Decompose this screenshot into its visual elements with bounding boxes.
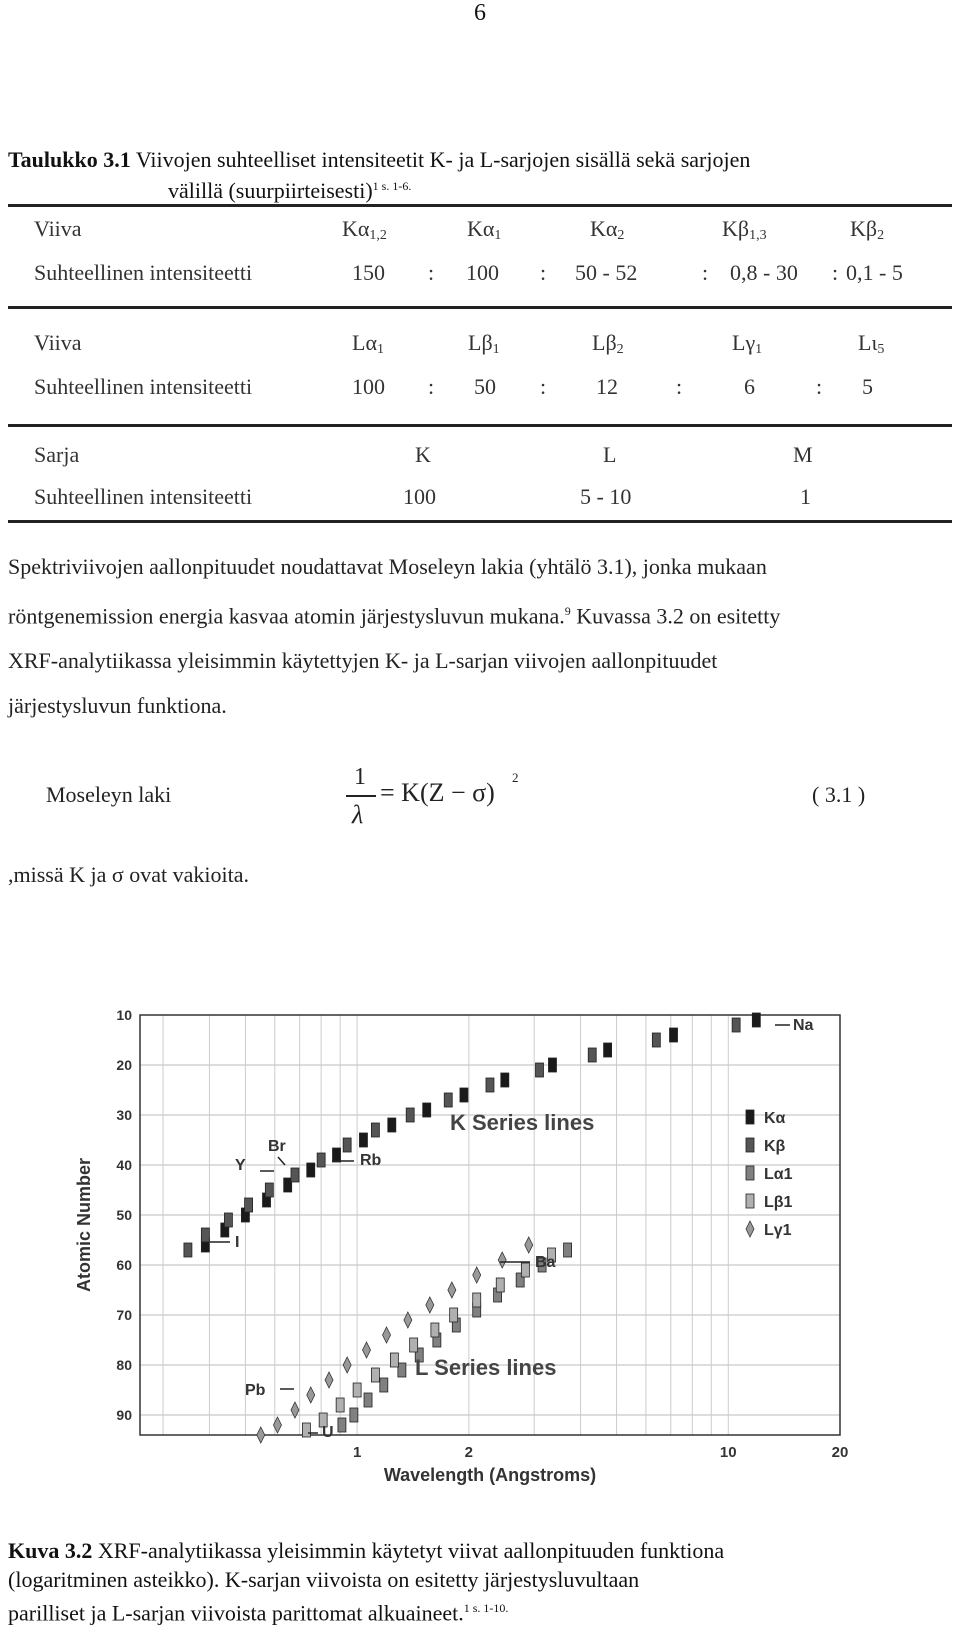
figure-caption-label: Kuva 3.2: [8, 1538, 93, 1563]
data-point: [201, 1228, 209, 1242]
data-point: [291, 1402, 299, 1418]
table-row-series: [0, 442, 960, 476]
data-point: [359, 1133, 367, 1147]
data-point: [371, 1368, 379, 1382]
data-point: [325, 1372, 333, 1388]
data-point: [398, 1363, 406, 1377]
fraction-bar: [346, 795, 376, 797]
data-point: [404, 1312, 412, 1328]
equation-denominator: λ: [352, 800, 364, 829]
separator: :: [428, 260, 435, 285]
table-caption-ref: 1 s. 1-6.: [372, 179, 412, 193]
y-tick-label: 70: [116, 1307, 132, 1323]
data-point: [423, 1103, 431, 1117]
legend-marker: [746, 1194, 754, 1208]
data-point: [291, 1168, 299, 1182]
row-label-intensity: Suhteellinen intensiteetti: [34, 260, 253, 285]
k-value: 50 - 52: [575, 260, 638, 285]
table-row-l-intensity: [0, 374, 960, 408]
body-paragraph: [8, 544, 952, 728]
k-value: 0,8 - 30: [730, 260, 798, 285]
data-point: [257, 1427, 265, 1443]
data-point: [350, 1408, 358, 1422]
data-point: [364, 1393, 372, 1407]
table-caption-text-2: välillä (suurpiirteisesti): [168, 178, 373, 204]
separator: :: [832, 260, 839, 285]
table-caption-label: Taulukko 3.1: [8, 147, 131, 172]
annotation-label: Ba: [535, 1254, 556, 1271]
data-point: [525, 1237, 533, 1253]
data-point: [184, 1243, 192, 1257]
series-value: 100: [403, 484, 436, 509]
legend-label: Lα1: [764, 1166, 793, 1183]
legend-label: Lβ1: [764, 1194, 793, 1211]
data-point: [548, 1058, 556, 1072]
data-point: [383, 1327, 391, 1343]
data-point: [410, 1338, 418, 1352]
table-row-l-lines: [0, 330, 960, 364]
table-row-series-intensity: [0, 484, 960, 518]
data-point: [444, 1093, 452, 1107]
table-row-k-lines: [0, 216, 960, 250]
data-point: [496, 1278, 504, 1292]
data-point: [460, 1088, 468, 1102]
data-point: [265, 1183, 273, 1197]
annotation-label: I: [235, 1234, 240, 1251]
legend-marker: [746, 1221, 754, 1237]
figure-caption-ref: 1 s. 1-10.: [463, 1601, 509, 1615]
k-value: 100: [466, 260, 499, 285]
table-top-rule: [8, 204, 952, 207]
annotation-label: Na: [793, 1017, 814, 1034]
data-point: [333, 1148, 341, 1162]
paragraph-line: järjestysluvun funktiona.: [8, 693, 227, 719]
data-point: [564, 1243, 572, 1257]
l-line-name: $L\beta_2$: [592, 330, 624, 357]
y-tick-label: 80: [116, 1357, 132, 1373]
citation-ref: 9: [564, 604, 571, 618]
figure-caption: [8, 1536, 952, 1627]
annotation-label: Br: [268, 1138, 286, 1155]
series-name: K: [415, 442, 431, 467]
data-point: [353, 1383, 361, 1397]
paragraph-line: Kuvassa 3.2 on esitetty: [570, 603, 781, 629]
data-point: [307, 1163, 315, 1177]
data-point: [363, 1342, 371, 1358]
table-bottom-rule: [8, 520, 952, 523]
l-value: 12: [596, 374, 618, 399]
row-label-sarja: Sarja: [34, 442, 80, 467]
table-caption: [8, 146, 952, 204]
l-line-name: $L\iota_5$: [858, 330, 885, 357]
k-series-label: K Series lines: [450, 1110, 595, 1135]
y-tick-label: 20: [116, 1057, 132, 1073]
series-value: 5 - 10: [580, 484, 632, 509]
k-line-name: $K\beta_{1,3}$: [722, 216, 767, 243]
separator: :: [428, 374, 435, 399]
separator: :: [676, 374, 683, 399]
moseley-chart: [60, 1005, 860, 1485]
legend-marker: [746, 1166, 754, 1180]
equation-exponent: 2: [512, 770, 519, 785]
data-point: [390, 1353, 398, 1367]
l-value: 6: [744, 374, 755, 399]
l-value: 50: [474, 374, 496, 399]
figure-caption-text: (logaritminen asteikko). K-sarjan viivoista on esitetty järjestysluvultaan: [8, 1567, 640, 1592]
equation-rhs: = K(Z − σ): [380, 778, 495, 807]
paragraph-line: röntgenemission energia kasvaa atomin järjestysluvun mukana.: [8, 603, 565, 629]
table-rule: [8, 424, 952, 427]
annotation-label: Pb: [245, 1382, 266, 1399]
annotation-arrow: [278, 1157, 285, 1165]
series-name: L: [603, 442, 617, 467]
data-point: [343, 1138, 351, 1152]
data-point: [752, 1013, 760, 1027]
y-tick-label: 90: [116, 1407, 132, 1423]
paragraph-line: Spektriviivojen aallonpituudet noudattavat Moseleyn lakia (yhtälö 3.1), jonka mukaan: [8, 554, 767, 579]
data-point: [307, 1387, 315, 1403]
k-line-name: $K\alpha_{1,2}$: [342, 216, 387, 243]
legend-label: Lγ1: [764, 1222, 792, 1239]
data-point: [343, 1357, 351, 1373]
data-point: [426, 1297, 434, 1313]
paragraph-line: XRF-analytiikassa yleisimmin käytettyjen K- ja L-sarjan viivojen aallonpituudet: [8, 648, 718, 674]
data-point: [588, 1048, 596, 1062]
equation-numerator: 1: [354, 764, 366, 790]
data-point: [473, 1293, 481, 1307]
figure-caption-text: XRF-analytiikassa yleisimmin käytetyt viivat aallonpituuden funktiona: [97, 1538, 725, 1563]
equation-note: ,missä K ja σ ovat vakioita.: [8, 862, 249, 887]
data-point: [450, 1308, 458, 1322]
l-value: 5: [862, 374, 873, 399]
legend-label: Kβ: [764, 1138, 786, 1155]
data-point: [521, 1263, 529, 1277]
data-point: [501, 1073, 509, 1087]
l-line-name: $L\gamma_1$: [732, 330, 763, 357]
row-label-intensity: Suhteellinen intensiteetti: [34, 374, 253, 399]
data-point: [317, 1153, 325, 1167]
y-tick-label: 30: [116, 1107, 132, 1123]
k-value: 150: [352, 260, 385, 285]
y-tick-label: 60: [116, 1257, 132, 1273]
data-point: [604, 1043, 612, 1057]
data-point: [486, 1078, 494, 1092]
k-value: 0,1 - 5: [846, 260, 903, 285]
table-caption-text: Viivojen suhteelliset intensiteetit K- ja L-sarjojen sisällä sekä sarjojen: [135, 147, 751, 172]
annotation-label: Y: [235, 1157, 246, 1174]
data-point: [535, 1063, 543, 1077]
data-point: [245, 1198, 253, 1212]
data-point: [473, 1267, 481, 1283]
page-number: 6: [474, 0, 486, 26]
table-rule: [8, 306, 952, 309]
x-tick-label: 2: [464, 1444, 474, 1461]
data-point: [338, 1418, 346, 1432]
x-tick-label: 1: [352, 1444, 362, 1461]
data-point: [371, 1123, 379, 1137]
data-point: [431, 1323, 439, 1337]
data-point: [284, 1178, 292, 1192]
l-line-name: $L\beta_1$: [468, 330, 500, 357]
data-point: [336, 1398, 344, 1412]
y-tick-label: 50: [116, 1207, 132, 1223]
y-axis-label: Atomic Number: [74, 1157, 94, 1293]
data-point: [652, 1033, 660, 1047]
data-point: [448, 1282, 456, 1298]
l-series-label: L Series lines: [415, 1355, 557, 1380]
annotation-label: U: [322, 1424, 334, 1441]
separator: :: [540, 260, 547, 285]
l-value: 100: [352, 374, 385, 399]
series-name: M: [793, 442, 813, 467]
data-point: [670, 1028, 678, 1042]
legend-marker: [746, 1138, 754, 1152]
data-point: [732, 1018, 740, 1032]
y-tick-label: 40: [116, 1157, 132, 1173]
data-point: [224, 1213, 232, 1227]
table-row-k-intensity: [0, 260, 960, 294]
data-point: [498, 1252, 506, 1268]
l-line-name: $L\alpha_1$: [352, 330, 384, 357]
k-line-name: $K\alpha_2$: [590, 216, 625, 243]
equation-label: Moseleyn laki: [46, 782, 172, 807]
x-tick-label: 20: [831, 1444, 849, 1461]
separator: :: [702, 260, 709, 285]
series-value: 1: [800, 484, 811, 509]
row-label-viiva: Viiva: [34, 216, 82, 241]
legend-label: Kα: [764, 1110, 786, 1127]
annotation-label: Rb: [360, 1152, 382, 1169]
x-tick-label: 10: [719, 1444, 737, 1461]
y-tick-label: 10: [116, 1007, 132, 1023]
k-line-name: $K\beta_2$: [850, 216, 885, 243]
x-axis-label: Wavelength (Angstroms): [383, 1465, 597, 1485]
row-label-viiva: Viiva: [34, 330, 82, 355]
k-line-name: $K\alpha_1$: [467, 216, 502, 243]
separator: :: [816, 374, 823, 399]
data-point: [388, 1118, 396, 1132]
data-point: [406, 1108, 414, 1122]
figure-caption-text: parilliset ja L-sarjan viivoista parittomat alkuaineet.: [8, 1600, 464, 1626]
legend-marker: [746, 1110, 754, 1124]
separator: :: [540, 374, 547, 399]
equation-number: ( 3.1 ): [812, 782, 866, 807]
row-label-intensity: Suhteellinen intensiteetti: [34, 484, 253, 509]
data-point: [302, 1423, 310, 1437]
data-point: [380, 1378, 388, 1392]
